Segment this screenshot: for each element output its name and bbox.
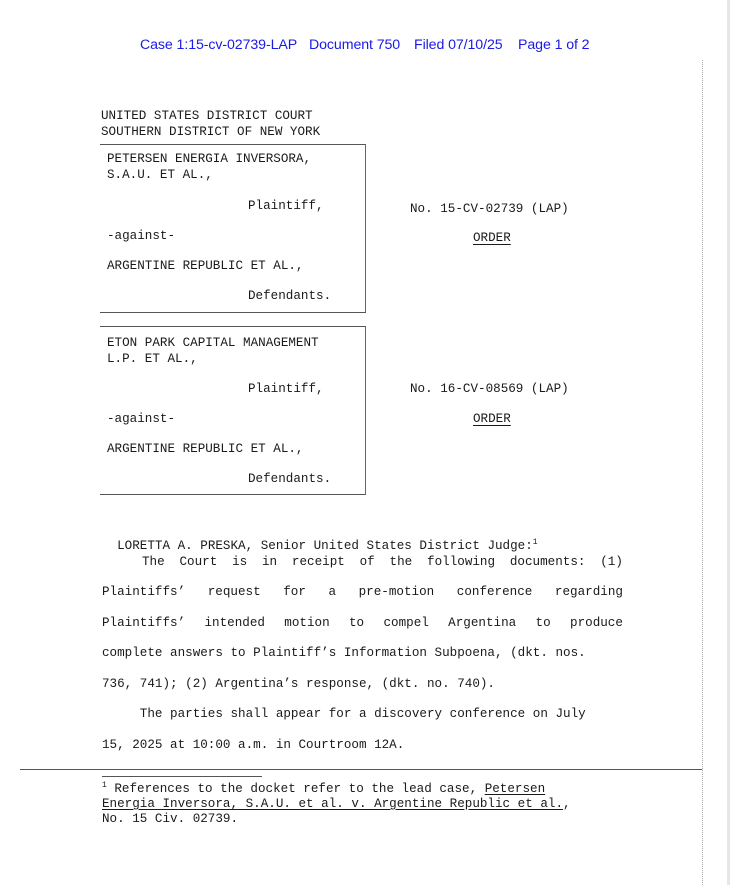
- header-document-number: Document 750: [309, 37, 401, 53]
- para2-line1: The parties shall appear for a discovery conference on July: [102, 707, 586, 721]
- case-number-1: No. 15-CV-02739 (LAP): [410, 202, 569, 216]
- court-name-line1: UNITED STATES DISTRICT COURT: [101, 109, 313, 123]
- plaintiff-name-line2: L.P. ET AL.,: [107, 352, 198, 366]
- footnote-mark: 1: [102, 780, 107, 790]
- plaintiff-name-line2: S.A.U. ET AL.,: [107, 168, 213, 182]
- para1-line1: The Court is in receipt of the following documents: (1): [142, 555, 623, 569]
- defendant-name: ARGENTINE REPUBLIC ET AL.,: [107, 259, 304, 273]
- court-name-line2: SOUTHERN DISTRICT OF NEW YORK: [101, 125, 321, 139]
- footnote-rule: [102, 776, 262, 777]
- header-filed-date: Filed 07/10/25: [414, 37, 503, 53]
- page-edge-line: [702, 60, 703, 885]
- caption-box-eton-park: [100, 326, 366, 495]
- header-page-count: Page 1 of 2: [518, 37, 590, 53]
- defendant-role: Defendants.: [248, 289, 332, 303]
- plaintiff-role: Plaintiff,: [248, 199, 324, 213]
- footnote-line1: $^1$ References to the docket refer to the lead case, Petersen: [102, 780, 546, 796]
- caption-box-petersen: [100, 144, 366, 313]
- footnote-ref-1[interactable]: 1: [532, 537, 538, 547]
- para1-line3: Plaintiffs’ intended motion to compel Argentina to produce: [102, 616, 623, 630]
- para2-line2: 15, 2025 at 10:00 a.m. in Courtroom 12A.: [102, 738, 405, 752]
- order-title-2: ORDER: [473, 412, 511, 426]
- case-citation-part2: Energia Inversora, S.A.U. et al. v. Argentine Republic et al.: [102, 797, 564, 811]
- judge-line: [102, 525, 538, 553]
- plaintiff-name-line1: PETERSEN ENERGIA INVERSORA,: [107, 152, 312, 166]
- case-citation-part1: Petersen: [484, 782, 546, 796]
- against-label: -against-: [107, 229, 176, 243]
- plaintiff-name-line1: ETON PARK CAPITAL MANAGEMENT: [107, 336, 319, 350]
- defendant-role: Defendants.: [248, 472, 332, 486]
- footnote-line3: No. 15 Civ. 02739.: [102, 812, 239, 826]
- defendant-name: ARGENTINE REPUBLIC ET AL.,: [107, 442, 304, 456]
- case-number-2: No. 16-CV-08569 (LAP): [410, 382, 569, 396]
- order-title-1: ORDER: [473, 231, 511, 245]
- judge-name: LORETTA A. PRESKA, Senior United States District Judge:: [117, 539, 533, 553]
- header-case-number: Case 1:15-cv-02739-LAP: [140, 37, 298, 53]
- para1-line4: complete answers to Plaintiff’s Information Subpoena, (dkt. nos.: [102, 646, 586, 660]
- para1-line2: Plaintiffs’ request for a pre-motion conference regarding: [102, 585, 623, 599]
- footnote-line2: Energia Inversora, S.A.U. et al. v. Argentine Republic et al.,: [102, 797, 571, 811]
- page-separator-rule: [20, 769, 702, 770]
- para1-line5: 736, 741); (2) Argentina’s response, (dkt. no. 740).: [102, 677, 495, 691]
- against-label: -against-: [107, 412, 176, 426]
- plaintiff-role: Plaintiff,: [248, 382, 324, 396]
